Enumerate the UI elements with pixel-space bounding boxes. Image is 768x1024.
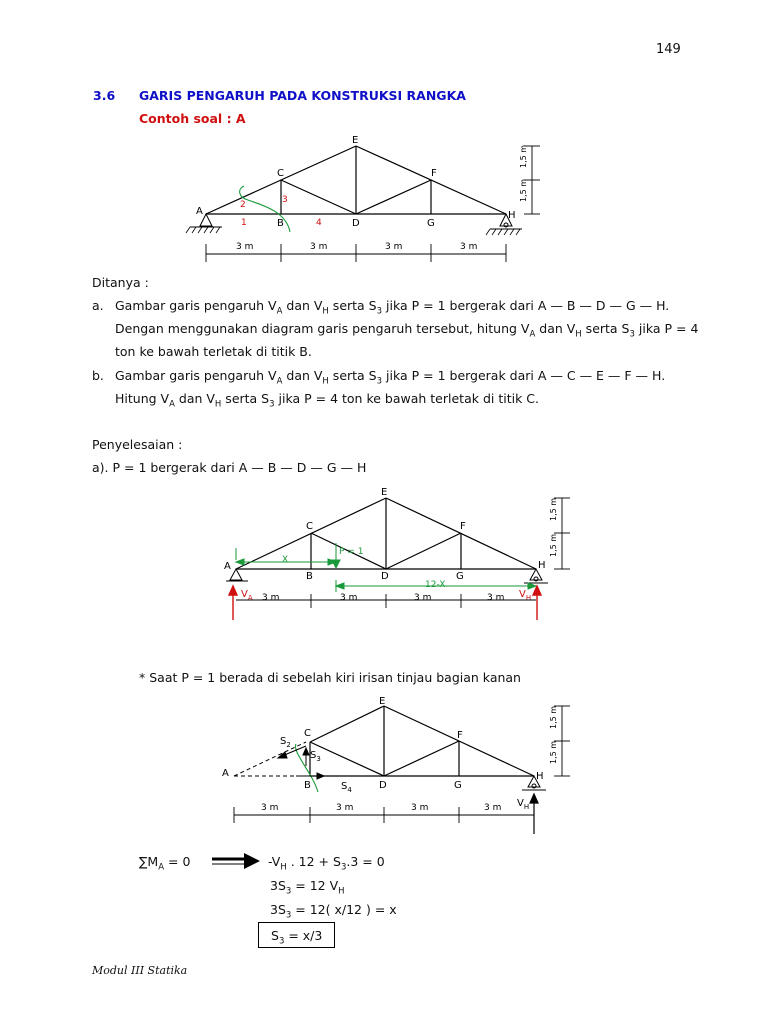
- t3-node-f: F: [457, 730, 463, 741]
- question-a-line1: Gambar garis pengaruh $V_A$ dan $V_H$ serta $S_3$ jika P = 1 bergerak dari A — B — D — G — H.: [115, 298, 670, 317]
- question-a-line2: Dengan menggunakan diagram garis pengaruh tersebut, hitung $V_A$ dan $V_H$ serta $S_3$ jika P = 4: [115, 321, 699, 340]
- t3-height-2: 1,5 m: [549, 740, 558, 764]
- t1-node-g: G: [427, 218, 435, 229]
- t3-node-b: B: [304, 780, 311, 791]
- section-title: GARIS PENGARUH PADA KONSTRUKSI RANGKA: [139, 88, 466, 103]
- t1-span-3: 3 m: [385, 242, 403, 252]
- note-text: * Saat P = 1 berada di sebelah kiri irisan tinjau bagian kanan: [139, 670, 521, 685]
- t2-node-c: C: [306, 521, 313, 532]
- question-b-line2: Hitung $V_A$ dan $V_H$ serta $S_3$ jika P = 4 ton ke bawah terletak di titik C.: [115, 391, 539, 410]
- t2-span-3: 3 m: [414, 593, 432, 603]
- equation-1: $-V_H$ . $12 + S_3.3 = 0$: [268, 854, 385, 873]
- t2-node-b: B: [306, 571, 313, 582]
- t1-span-2: 3 m: [310, 242, 328, 252]
- t3-node-e: E: [379, 696, 386, 707]
- t1-height-2: 1,5 m: [519, 178, 528, 202]
- t2-rest-label: 12-X: [425, 580, 446, 590]
- t2-x-label: X: [282, 555, 289, 565]
- t2-vh: $V_H$: [519, 589, 532, 602]
- t1-node-f: F: [431, 168, 437, 179]
- t1-span-4: 3 m: [460, 242, 478, 252]
- equation-moment: $\sum M_A = 0$: [139, 854, 191, 873]
- question-a-label: a.: [92, 298, 104, 313]
- t3-node-c: C: [304, 728, 311, 739]
- t2-span-1: 3 m: [262, 593, 280, 603]
- t1-member-3: 3: [282, 195, 288, 205]
- t2-va: $V_A$: [241, 589, 253, 602]
- t2-node-a: A: [224, 561, 231, 572]
- solution-heading: Penyelesaian :: [92, 437, 183, 452]
- result-box: $S_3 = x/3$: [258, 922, 335, 948]
- t3-span-2: 3 m: [336, 803, 354, 813]
- section-number: 3.6: [93, 88, 116, 103]
- t1-node-d: D: [352, 218, 360, 229]
- t1-height-1: 1,5 m: [519, 144, 528, 168]
- t3-span-3: 3 m: [411, 803, 429, 813]
- t3-force-s2: $S_2$: [280, 736, 291, 749]
- t2-node-h: H: [538, 560, 546, 571]
- question-a-line3: ton ke bawah terletak di titik B.: [115, 344, 312, 359]
- question-b-line1: Gambar garis pengaruh $V_A$ dan $V_H$ serta $S_3$ jika P = 1 bergerak dari A — C — E — F — H.: [115, 368, 666, 387]
- page-number: 149: [656, 42, 681, 57]
- t2-node-g: G: [456, 571, 464, 582]
- t3-force-s3: $S_3$: [310, 750, 321, 763]
- t1-node-h: H: [508, 210, 516, 221]
- t2-span-4: 3 m: [487, 593, 505, 603]
- question-b-label: b.: [92, 368, 104, 383]
- footer: Modul III Statika: [92, 964, 188, 977]
- t1-member-1: 1: [241, 218, 247, 228]
- t2-node-f: F: [460, 521, 466, 532]
- equation-3: $3S_3 = 12$( x/12 ) = x: [270, 902, 397, 921]
- t2-span-2: 3 m: [340, 593, 358, 603]
- t3-span-1: 3 m: [261, 803, 279, 813]
- t1-node-b: B: [277, 218, 284, 229]
- solution-step: a). P = 1 bergerak dari A — B — D — G — H: [92, 460, 367, 475]
- t2-height-2: 1,5 m: [549, 533, 558, 557]
- t2-node-e: E: [381, 487, 388, 498]
- t2-load-label: P = 1: [339, 547, 364, 557]
- t3-node-g: G: [454, 780, 462, 791]
- t3-node-a: A: [222, 768, 229, 779]
- t3-height-1: 1,5 m: [549, 705, 558, 729]
- t3-node-h: H: [536, 771, 544, 782]
- t1-member-2: 2: [240, 200, 246, 210]
- t2-node-d: D: [381, 571, 389, 582]
- t1-node-c: C: [277, 168, 284, 179]
- t3-span-4: 3 m: [484, 803, 502, 813]
- t2-height-1: 1,5 m: [549, 497, 558, 521]
- t1-span-1: 3 m: [236, 242, 254, 252]
- section-subtitle: Contoh soal : A: [139, 111, 246, 126]
- t1-node-a: A: [196, 206, 203, 217]
- implies-arrow: [212, 853, 260, 869]
- t3-node-d: D: [379, 780, 387, 791]
- t1-member-4: 4: [316, 218, 322, 228]
- t3-force-s4: $S_4$: [341, 781, 352, 794]
- question-heading: Ditanya :: [92, 275, 149, 290]
- equation-2: $3S_3 = 12$ $V_H$: [270, 878, 345, 897]
- t1-node-e: E: [352, 135, 359, 146]
- t3-vh: $V_H$: [517, 798, 530, 811]
